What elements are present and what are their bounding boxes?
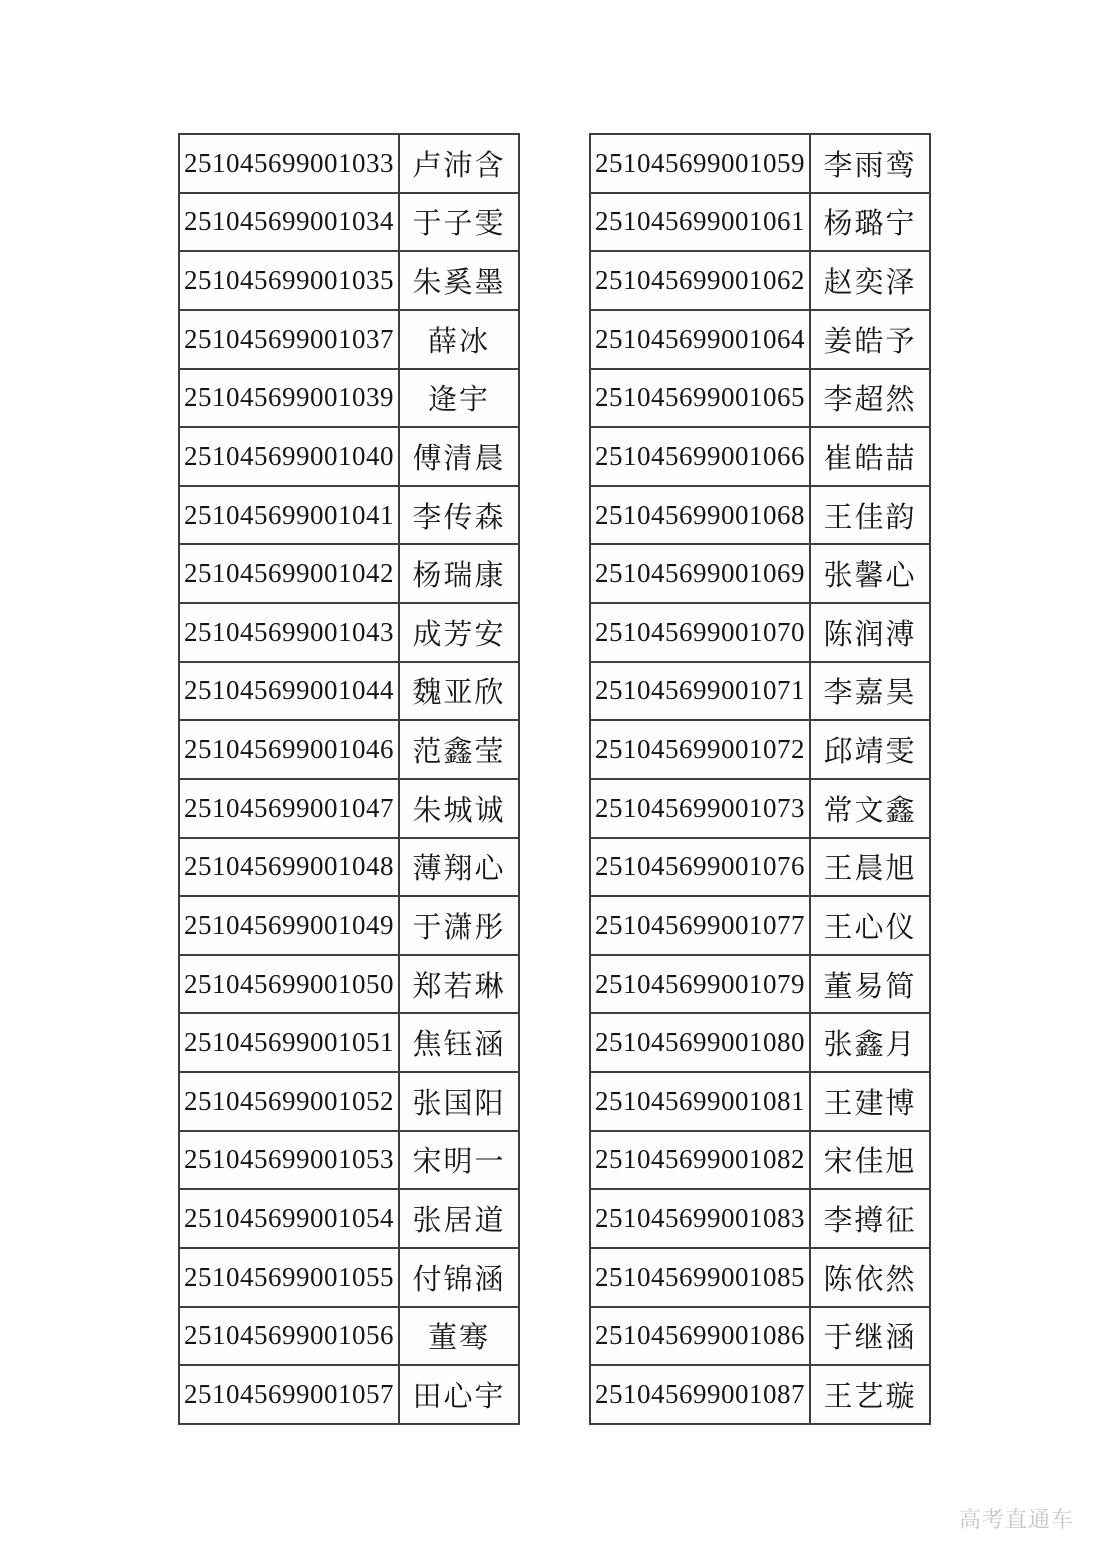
candidate-id-cell: 251045699001083 — [590, 1189, 810, 1248]
candidate-id-cell: 251045699001079 — [590, 955, 810, 1014]
table-row — [179, 896, 519, 955]
table-row — [590, 1307, 930, 1366]
table-row — [179, 1248, 519, 1307]
candidate-name-cell: 薛冰 — [399, 310, 519, 369]
table-row — [590, 838, 930, 897]
candidate-name-cell: 王艺璇 — [810, 1365, 930, 1424]
watermark: 高考直通车 — [959, 1507, 1075, 1532]
candidate-name-cell: 常文鑫 — [810, 779, 930, 838]
candidate-id-cell: 251045699001066 — [590, 427, 810, 486]
candidate-id-cell: 251045699001085 — [590, 1248, 810, 1307]
candidate-id-cell: 251045699001076 — [590, 838, 810, 897]
candidate-name-cell: 张鑫月 — [810, 1013, 930, 1072]
candidate-name-cell: 张馨心 — [810, 544, 930, 603]
table-row — [179, 134, 519, 193]
candidate-id-cell: 251045699001042 — [179, 544, 399, 603]
table-row — [590, 544, 930, 603]
candidate-id-cell: 251045699001049 — [179, 896, 399, 955]
table-row — [179, 779, 519, 838]
table-row — [179, 486, 519, 545]
candidate-id-cell: 251045699001061 — [590, 193, 810, 252]
candidate-name-cell: 薄翔心 — [399, 838, 519, 897]
table-row — [179, 1365, 519, 1424]
candidate-name-cell: 姜皓予 — [810, 310, 930, 369]
table-row — [179, 310, 519, 369]
table-row — [590, 369, 930, 428]
candidate-name-cell: 朱奚墨 — [399, 251, 519, 310]
candidate-name-cell: 王佳韵 — [810, 486, 930, 545]
table-row — [590, 603, 930, 662]
candidate-id-cell: 251045699001081 — [590, 1072, 810, 1131]
candidate-name-cell: 王建博 — [810, 1072, 930, 1131]
candidate-id-cell: 251045699001069 — [590, 544, 810, 603]
candidate-id-cell: 251045699001037 — [179, 310, 399, 369]
table-row — [179, 193, 519, 252]
candidate-id-cell: 251045699001068 — [590, 486, 810, 545]
candidate-id-cell: 251045699001053 — [179, 1131, 399, 1190]
candidate-id-cell: 251045699001077 — [590, 896, 810, 955]
candidate-name-cell: 崔皓喆 — [810, 427, 930, 486]
candidate-id-cell: 251045699001054 — [179, 1189, 399, 1248]
candidate-id-cell: 251045699001033 — [179, 134, 399, 193]
candidate-name-cell: 邱靖雯 — [810, 720, 930, 779]
table-row — [590, 251, 930, 310]
candidate-roster-table-left — [178, 133, 520, 1425]
table-row — [590, 955, 930, 1014]
candidate-name-cell: 宋明一 — [399, 1131, 519, 1190]
candidate-id-cell: 251045699001064 — [590, 310, 810, 369]
candidate-name-cell: 李雨鸾 — [810, 134, 930, 193]
candidate-name-cell: 于继涵 — [810, 1307, 930, 1366]
candidate-id-cell: 251045699001044 — [179, 662, 399, 721]
candidate-name-cell: 焦钰涵 — [399, 1013, 519, 1072]
candidate-id-cell: 251045699001046 — [179, 720, 399, 779]
candidate-name-cell: 范鑫莹 — [399, 720, 519, 779]
candidate-id-cell: 251045699001057 — [179, 1365, 399, 1424]
table-row — [590, 1072, 930, 1131]
candidate-name-cell: 李超然 — [810, 369, 930, 428]
candidate-id-cell: 251045699001040 — [179, 427, 399, 486]
candidate-id-cell: 251045699001043 — [179, 603, 399, 662]
candidate-name-cell: 付锦涵 — [399, 1248, 519, 1307]
table-row — [179, 838, 519, 897]
candidate-name-cell: 王心仪 — [810, 896, 930, 955]
table-row — [590, 1365, 930, 1424]
candidate-name-cell: 李传森 — [399, 486, 519, 545]
table-row — [179, 544, 519, 603]
candidate-name-cell: 陈润溥 — [810, 603, 930, 662]
table-row — [179, 251, 519, 310]
table-row — [590, 1131, 930, 1190]
candidate-id-cell: 251045699001062 — [590, 251, 810, 310]
candidate-id-cell: 251045699001050 — [179, 955, 399, 1014]
candidate-name-cell: 杨璐宁 — [810, 193, 930, 252]
candidate-name-cell: 董易简 — [810, 955, 930, 1014]
candidate-id-cell: 251045699001056 — [179, 1307, 399, 1366]
candidate-id-cell: 251045699001065 — [590, 369, 810, 428]
table-row — [179, 662, 519, 721]
candidate-name-cell: 田心宇 — [399, 1365, 519, 1424]
candidate-id-cell: 251045699001070 — [590, 603, 810, 662]
candidate-id-cell: 251045699001072 — [590, 720, 810, 779]
table-row — [179, 427, 519, 486]
candidate-name-cell: 于潇彤 — [399, 896, 519, 955]
candidate-id-cell: 251045699001051 — [179, 1013, 399, 1072]
candidate-id-cell: 251045699001087 — [590, 1365, 810, 1424]
table-row — [179, 1189, 519, 1248]
candidate-name-cell: 卢沛含 — [399, 134, 519, 193]
table-row — [179, 720, 519, 779]
candidate-id-cell: 251045699001073 — [590, 779, 810, 838]
table-row — [590, 720, 930, 779]
candidate-name-cell: 宋佳旭 — [810, 1131, 930, 1190]
table-row — [179, 955, 519, 1014]
candidate-id-cell: 251045699001059 — [590, 134, 810, 193]
table-row — [590, 896, 930, 955]
candidate-name-cell: 成芳安 — [399, 603, 519, 662]
candidate-id-cell: 251045699001082 — [590, 1131, 810, 1190]
candidate-id-cell: 251045699001035 — [179, 251, 399, 310]
candidate-id-cell: 251045699001034 — [179, 193, 399, 252]
candidate-name-cell: 董骞 — [399, 1307, 519, 1366]
table-row — [179, 1013, 519, 1072]
candidate-name-cell: 郑若琳 — [399, 955, 519, 1014]
candidate-name-cell: 张居道 — [399, 1189, 519, 1248]
table-row — [590, 1189, 930, 1248]
table-row — [590, 662, 930, 721]
candidate-id-cell: 251045699001047 — [179, 779, 399, 838]
candidate-id-cell: 251045699001052 — [179, 1072, 399, 1131]
candidate-name-cell: 李嘉昊 — [810, 662, 930, 721]
candidate-name-cell: 陈依然 — [810, 1248, 930, 1307]
table-row — [179, 1131, 519, 1190]
table-row — [179, 1307, 519, 1366]
candidate-name-cell: 朱城诚 — [399, 779, 519, 838]
candidate-id-cell: 251045699001086 — [590, 1307, 810, 1366]
candidate-name-cell: 傅清晨 — [399, 427, 519, 486]
candidate-name-cell: 王晨旭 — [810, 838, 930, 897]
table-row — [179, 369, 519, 428]
table-row — [590, 427, 930, 486]
candidate-id-cell: 251045699001041 — [179, 486, 399, 545]
table-row — [590, 1013, 930, 1072]
table-row — [179, 603, 519, 662]
candidate-name-cell: 张国阳 — [399, 1072, 519, 1131]
candidate-name-cell: 杨瑞康 — [399, 544, 519, 603]
table-row — [590, 779, 930, 838]
table-row — [590, 134, 930, 193]
candidate-id-cell: 251045699001071 — [590, 662, 810, 721]
candidate-name-cell: 于子雯 — [399, 193, 519, 252]
candidate-id-cell: 251045699001039 — [179, 369, 399, 428]
candidate-name-cell: 逄宇 — [399, 369, 519, 428]
candidate-id-cell: 251045699001080 — [590, 1013, 810, 1072]
candidate-id-cell: 251045699001055 — [179, 1248, 399, 1307]
table-row — [590, 486, 930, 545]
candidate-name-cell: 赵奕泽 — [810, 251, 930, 310]
table-row — [590, 310, 930, 369]
candidate-name-cell: 魏亚欣 — [399, 662, 519, 721]
candidate-roster-table-right — [589, 133, 931, 1425]
table-row — [590, 193, 930, 252]
candidate-name-cell: 李撙征 — [810, 1189, 930, 1248]
table-row — [590, 1248, 930, 1307]
candidate-id-cell: 251045699001048 — [179, 838, 399, 897]
table-row — [179, 1072, 519, 1131]
